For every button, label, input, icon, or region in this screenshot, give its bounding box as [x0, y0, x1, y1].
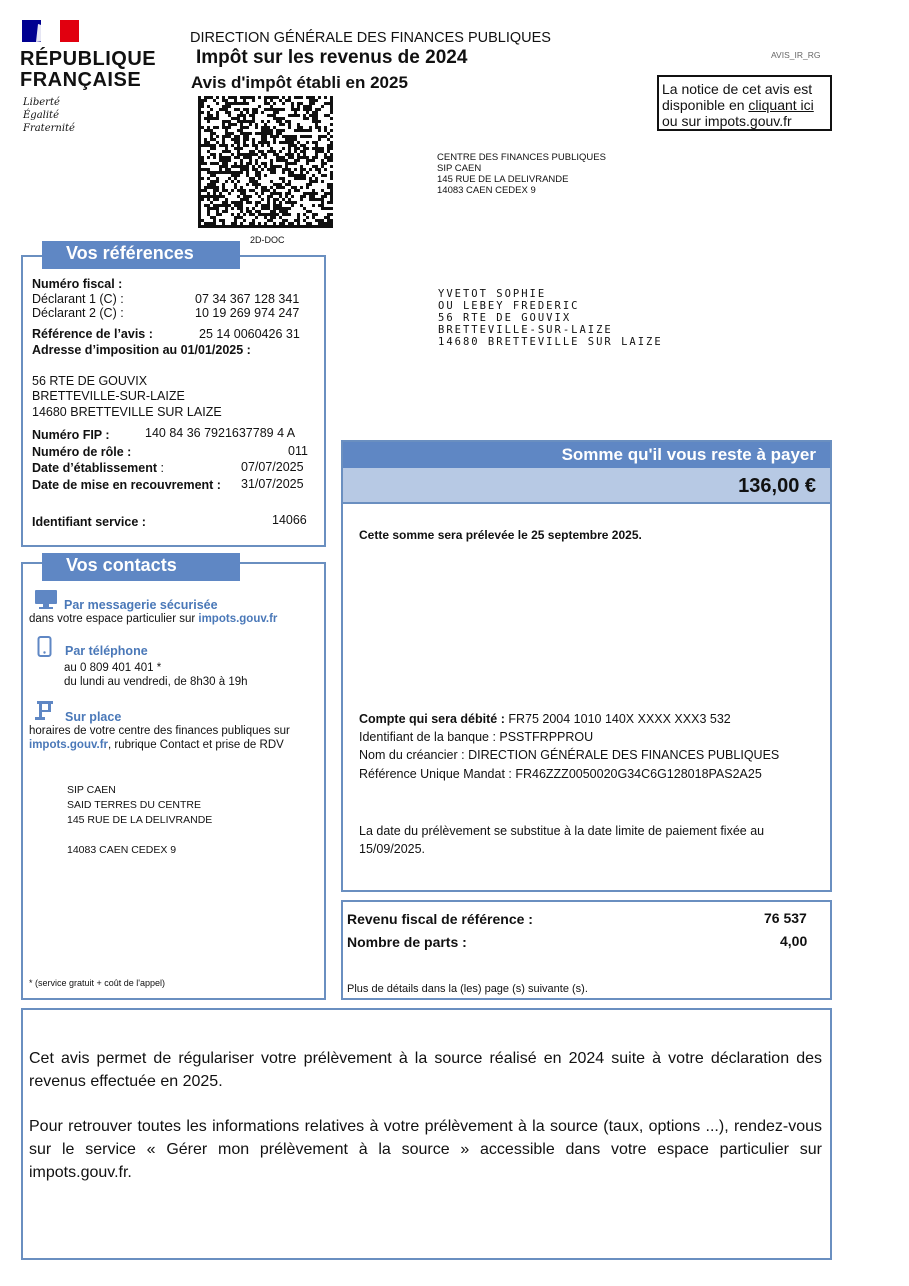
telephone-title: Par téléphone [65, 644, 148, 658]
banque-line: Identifiant de la banque : PSSTFRPPROU [359, 730, 594, 744]
recouv-label: Date de mise en recouvrement : [32, 478, 221, 492]
compte-line: Compte qui sera débité : FR75 2004 1010 140X XXXX XXX3 532 [359, 712, 731, 726]
contact-address-line: SIP CAEN [67, 784, 116, 796]
messagerie-title: Par messagerie sécurisée [64, 598, 218, 612]
republique-logo [20, 18, 155, 138]
rfr-value: 76 537 [764, 910, 807, 926]
role-value: 011 [288, 444, 308, 458]
recipient-line: 56 RTE DE GOUVIX [438, 312, 572, 324]
place-link[interactable]: impots.gouv.fr [29, 739, 109, 751]
page-subtitle: Avis d'impôt établi en 2025 [191, 73, 408, 92]
2d-doc-barcode-icon [198, 96, 333, 228]
contacts-tab: Vos contacts [42, 553, 240, 581]
parts-label: Nombre de parts : [347, 934, 467, 950]
phone-icon [37, 636, 53, 658]
contact-address-line: SAID TERRES DU CENTRE [67, 799, 201, 811]
declarant1-value: 07 34 367 128 341 [195, 292, 300, 306]
etab-value: 07/07/2025 [241, 460, 304, 474]
contact-address-line [67, 828, 212, 843]
contact-address-line: 14083 CAEN CEDEX 9 [67, 844, 177, 856]
recouv-value: 31/07/2025 [241, 477, 304, 491]
info-paragraph-1: Cet avis permet de régulariser votre prélèvement à la source réalisé en 2024 suite à votre déclaration des revenus effectuée en 2025. [29, 1050, 822, 1090]
etab-label: Date d’établissement [32, 461, 158, 475]
creancier-line: Nom du créancier : DIRECTION GÉNÉRALE DES FINANCES PUBLIQUES [359, 748, 780, 762]
amount-band [343, 468, 830, 504]
rfr-label: Revenu fiscal de référence : [347, 911, 533, 927]
adresse-line: BRETTEVILLE-SUR-LAIZE [32, 389, 185, 403]
place-line2: impots.gouv.fr, rubrique Contact et prise de RDV [29, 739, 284, 751]
notice-link[interactable]: cliquant ici [748, 97, 814, 113]
telephone-line1: au 0 809 401 401 * [64, 662, 162, 674]
center-line: 145 RUE DE LA DELIVRANDE [437, 174, 569, 185]
details-note: Plus de détails dans la (les) page (s) suivante (s). [347, 983, 588, 995]
2d-doc-label: 2D-DOC [250, 235, 285, 245]
declarant2-label: Déclarant 2 (C) : [32, 306, 124, 320]
direction-label: DIRECTION GÉNÉRALE DES FINANCES PUBLIQUES [190, 30, 551, 46]
devise-fraternite: Fraternité [23, 123, 75, 134]
messagerie-link[interactable]: impots.gouv.fr [198, 613, 278, 625]
contact-address-line: 145 RUE DE LA DELIVRANDE [67, 814, 213, 826]
messagerie-text: dans votre espace particulier sur impots.gouv.fr [29, 613, 278, 625]
center-line: 14083 CAEN CEDEX 9 [437, 185, 536, 196]
notice-line1: La notice de cet avis est [662, 81, 813, 97]
declarant1-label: Déclarant 1 (C) : [32, 292, 124, 306]
marianne-flag-icon [22, 20, 80, 44]
devise-liberte: Liberté [23, 97, 60, 108]
adresse-label: Adresse d’imposition au 01/01/2025 : [32, 343, 251, 357]
place-line1: horaires de votre centre des finances publiques sur [29, 725, 290, 737]
contacts-footnote: * (service gratuit + coût de l'appel) [29, 978, 166, 988]
republique-line2: FRANÇAISE [20, 69, 142, 91]
telephone-line2: du lundi au vendredi, de 8h30 à 19h [64, 676, 248, 688]
computer-icon [33, 589, 59, 611]
parts-value: 4,00 [780, 933, 808, 949]
recipient-line: 14680 BRETTEVILLE SUR LAIZE [438, 336, 663, 348]
devise [23, 96, 75, 135]
recipient-line: BRETTEVILLE-SUR-LAIZE [438, 324, 613, 336]
date-note [359, 822, 764, 858]
page-title: Impôt sur les revenus de 2024 [196, 47, 468, 68]
fip-value: 140 84 36 7921637789 4 A [145, 426, 296, 440]
numero-fiscal-label: Numéro fiscal : [32, 277, 123, 291]
devise-egalite: Égalité [23, 110, 59, 121]
date-note-line2: 15/09/2025. [359, 842, 426, 856]
date-note-line1: La date du prélèvement se substitue à la date limite de paiement fixée au [359, 824, 765, 838]
rum-line: Référence Unique Mandat : FR46ZZZ0050020G34C6G128018PAS2A25 [359, 767, 762, 781]
notice-line2: disponible en cliquant ici [662, 97, 814, 113]
recipient-line: YVETOT SOPHIE [438, 288, 547, 300]
ref-avis-label: Référence de l’avis : [32, 327, 153, 341]
etab-colon: : [157, 461, 164, 475]
notice-box [657, 75, 832, 131]
adresse-line: 14680 BRETTEVILLE SUR LAIZE [32, 405, 222, 419]
notice-line3: ou sur impots.gouv.fr [662, 113, 792, 129]
recipient-address [438, 288, 663, 348]
amount-value: 136,00 € [738, 475, 816, 497]
role-label: Numéro de rôle : [32, 445, 132, 459]
compte-value: FR75 2004 1010 140X XXXX XXX3 532 [508, 712, 731, 726]
service-label: Identifiant service : [32, 515, 146, 529]
doc-code: AVIS_IR_RG [771, 50, 821, 60]
republique-line1: RÉPUBLIQUE [20, 48, 157, 70]
payment-header [343, 442, 830, 468]
place-icon [34, 699, 56, 723]
info-paragraph-2: Pour retrouver toutes les informations relatives à votre prélèvement à la source (taux, options ...), rendez-vous sur le service « Gérer mon prélèvement à la source » accessible dans votre espace particulier sur impots.gouv.fr. [29, 1118, 822, 1181]
place-title: Sur place [65, 710, 122, 724]
ref-avis-value: 25 14 0060426 31 [199, 327, 300, 341]
contacts-box [21, 562, 326, 1000]
fip-label: Numéro FIP : [32, 428, 110, 442]
references-tab: Vos références [42, 241, 240, 269]
center-address [437, 152, 606, 196]
payment-header-text: Somme qu'il vous reste à payer [561, 445, 816, 464]
recipient-line: OU LEBEY FREDERIC [438, 300, 580, 312]
declarant2-value: 10 19 269 974 247 [195, 306, 300, 320]
center-line: CENTRE DES FINANCES PUBLIQUES [437, 152, 606, 163]
center-line: SIP CAEN [437, 163, 482, 174]
prelevement-text: Cette somme sera prélevée le 25 septembre 2025. [359, 528, 642, 542]
etab-label-row [32, 461, 164, 475]
service-value: 14066 [272, 513, 307, 527]
adresse-line: 56 RTE DE GOUVIX [32, 374, 148, 388]
contact-address [67, 783, 212, 858]
